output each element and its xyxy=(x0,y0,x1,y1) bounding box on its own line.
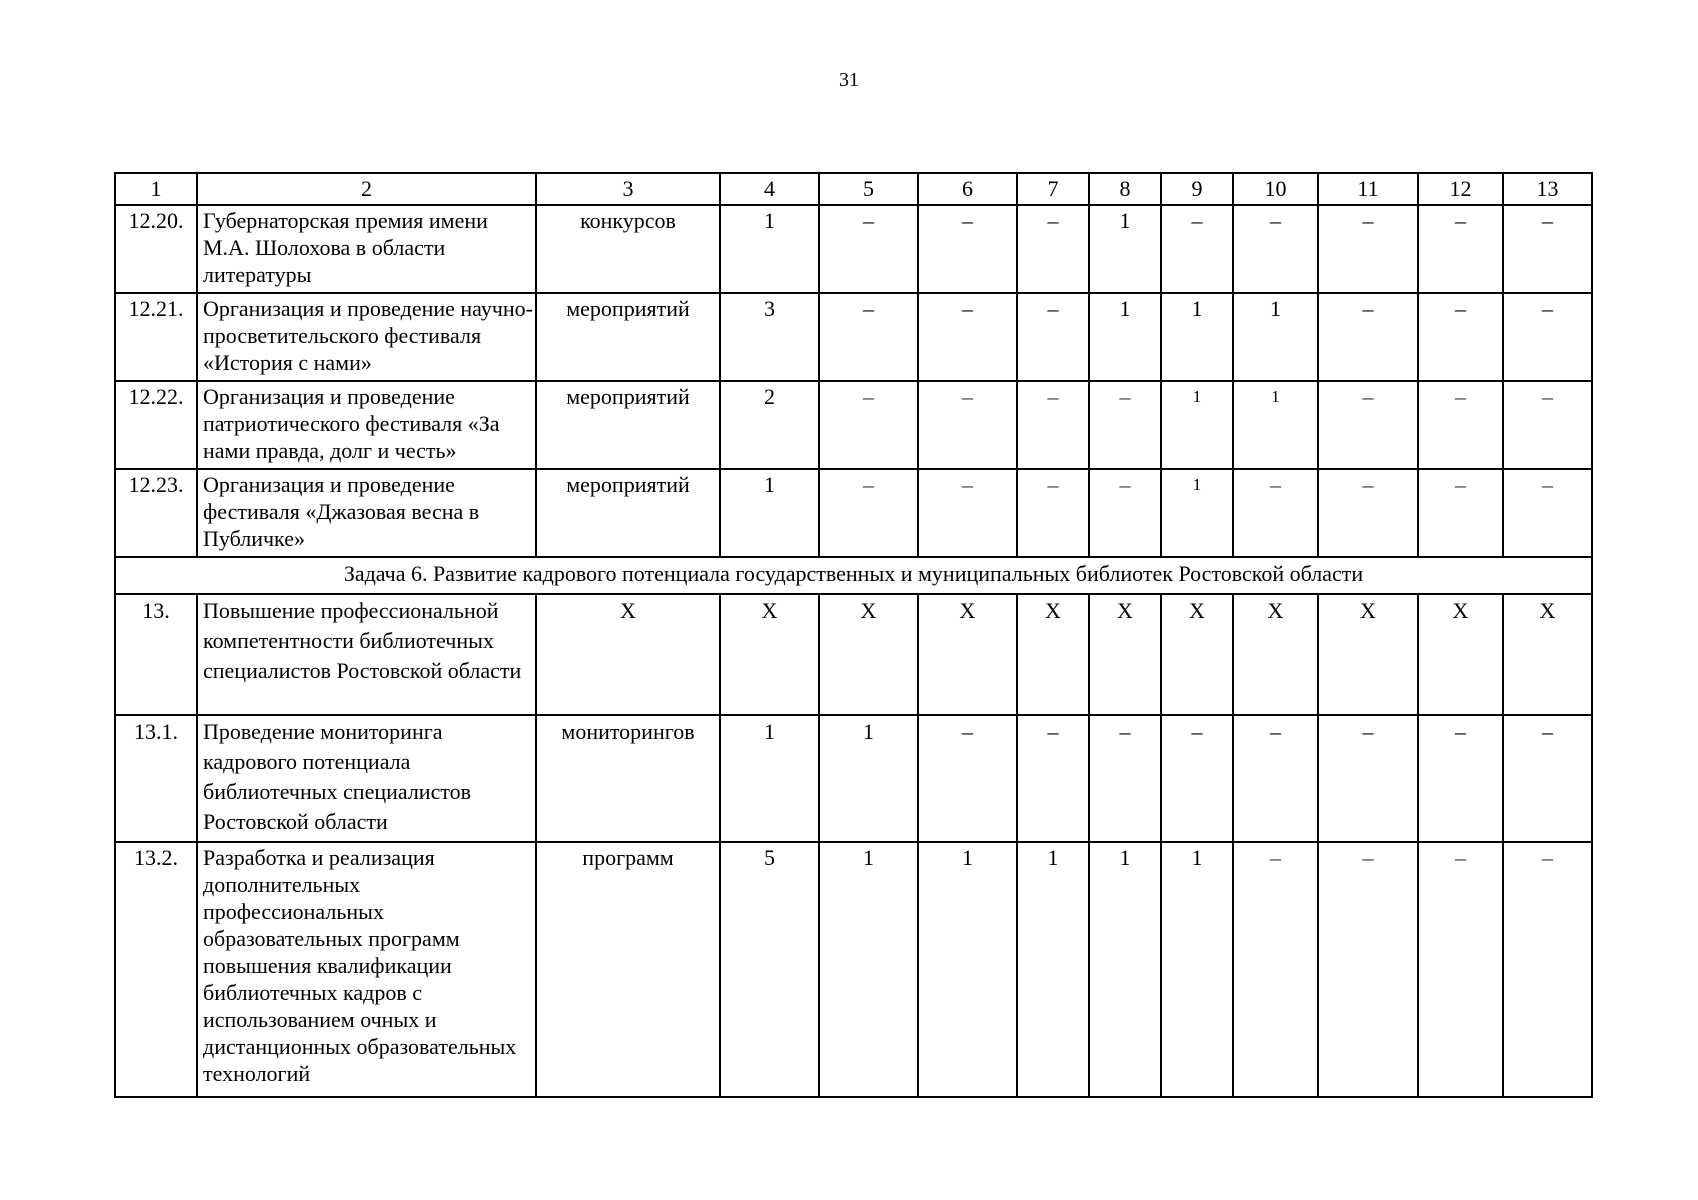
column-header: 4 xyxy=(720,173,819,205)
row-value: – xyxy=(1089,715,1161,842)
column-header: 11 xyxy=(1318,173,1418,205)
row-value: – xyxy=(1318,842,1418,1097)
row-number: 13.2. xyxy=(115,842,197,1097)
row-value: – xyxy=(1017,381,1089,469)
row-number: 12.21. xyxy=(115,293,197,381)
table-row xyxy=(115,293,1592,381)
row-unit: программ xyxy=(536,842,720,1097)
row-value: 1 xyxy=(1161,842,1233,1097)
table-row xyxy=(115,205,1592,293)
row-value: 1 xyxy=(720,469,819,557)
row-value: 1 xyxy=(720,205,819,293)
row-value: Х xyxy=(1161,594,1233,715)
section-title: Задача 6. Развитие кадрового потенциала государственных и муниципальных библиотек Ростовской области xyxy=(115,557,1592,594)
page-number: 31 xyxy=(839,69,859,91)
column-header: 2 xyxy=(197,173,536,205)
section-row xyxy=(115,557,1592,594)
row-value: 3 xyxy=(720,293,819,381)
row-value: – xyxy=(819,205,918,293)
row-value: – xyxy=(1017,293,1089,381)
row-number: 12.20. xyxy=(115,205,197,293)
table-row xyxy=(115,715,1592,842)
row-value: – xyxy=(1318,205,1418,293)
column-header: 1 xyxy=(115,173,197,205)
row-value: 1 xyxy=(1089,293,1161,381)
row-name: Губернаторская премия имени М.А. Шолохова в области литературы xyxy=(197,205,536,293)
row-value: – xyxy=(1318,293,1418,381)
row-value: – xyxy=(1503,381,1592,469)
table-row xyxy=(115,594,1592,715)
row-value: – xyxy=(1017,715,1089,842)
row-value: – xyxy=(1503,842,1592,1097)
row-value: – xyxy=(1503,293,1592,381)
row-number: 12.23. xyxy=(115,469,197,557)
row-value: 1 xyxy=(1089,842,1161,1097)
row-value: – xyxy=(1418,842,1503,1097)
row-value: Х xyxy=(1233,594,1318,715)
row-value: – xyxy=(1418,293,1503,381)
plan-table xyxy=(114,172,1593,1098)
column-header: 9 xyxy=(1161,173,1233,205)
column-header: 7 xyxy=(1017,173,1089,205)
row-unit: мероприятий xyxy=(536,293,720,381)
row-value: – xyxy=(819,381,918,469)
row-value: – xyxy=(1503,715,1592,842)
row-value: 1 xyxy=(1161,293,1233,381)
row-value: – xyxy=(918,381,1017,469)
row-value: 1 xyxy=(1161,381,1233,469)
table-row xyxy=(115,469,1592,557)
row-name: Повышение профессиональной компетентности библиотечных специалистов Ростовской области xyxy=(197,594,536,715)
row-value: Х xyxy=(1089,594,1161,715)
row-value: 1 xyxy=(1089,205,1161,293)
row-name: Организация и проведение научно-просветительского фестиваля «История с нами» xyxy=(197,293,536,381)
row-unit: мероприятий xyxy=(536,469,720,557)
row-value: Х xyxy=(918,594,1017,715)
row-value: – xyxy=(1233,205,1318,293)
row-value: 2 xyxy=(720,381,819,469)
row-value: – xyxy=(1017,469,1089,557)
row-value: 1 xyxy=(1017,842,1089,1097)
row-value: – xyxy=(1503,469,1592,557)
row-value: Х xyxy=(1318,594,1418,715)
row-value: – xyxy=(1503,205,1592,293)
row-value: – xyxy=(1233,715,1318,842)
row-unit: мероприятий xyxy=(536,381,720,469)
row-value: – xyxy=(819,469,918,557)
row-number: 13. xyxy=(115,594,197,715)
row-value: – xyxy=(819,293,918,381)
row-value: – xyxy=(1161,205,1233,293)
row-value: – xyxy=(918,469,1017,557)
column-header: 10 xyxy=(1233,173,1318,205)
table-row xyxy=(115,842,1592,1097)
column-header: 13 xyxy=(1503,173,1592,205)
row-value: – xyxy=(918,715,1017,842)
row-name: Организация и проведение фестиваля «Джазовая весна в Публичке» xyxy=(197,469,536,557)
row-value: – xyxy=(1089,381,1161,469)
row-value: 1 xyxy=(1161,469,1233,557)
row-value: Х xyxy=(720,594,819,715)
row-value: Х xyxy=(819,594,918,715)
row-value: – xyxy=(1418,715,1503,842)
row-name: Разработка и реализация дополнительных профессиональных образовательных программ повышения квалификации библиотечных кадров с использованием очных и дистанционных образовательных технологий xyxy=(197,842,536,1097)
row-value: – xyxy=(918,205,1017,293)
row-name: Организация и проведение патриотического фестиваля «За нами правда, долг и честь» xyxy=(197,381,536,469)
row-unit: мониторингов xyxy=(536,715,720,842)
table-header-row xyxy=(115,173,1592,205)
row-value: 1 xyxy=(819,842,918,1097)
row-value: – xyxy=(1418,205,1503,293)
row-value: 1 xyxy=(720,715,819,842)
row-value: 1 xyxy=(1233,381,1318,469)
row-value: 1 xyxy=(918,842,1017,1097)
row-name: Проведение мониторинга кадрового потенциала библиотечных специалистов Ростовской области xyxy=(197,715,536,842)
row-value: – xyxy=(1161,715,1233,842)
row-value: 1 xyxy=(819,715,918,842)
row-value: – xyxy=(1233,842,1318,1097)
row-value: – xyxy=(1017,205,1089,293)
row-value: Х xyxy=(1418,594,1503,715)
row-value: – xyxy=(1233,469,1318,557)
row-value: – xyxy=(1418,381,1503,469)
row-value: – xyxy=(1318,381,1418,469)
column-header: 12 xyxy=(1418,173,1503,205)
row-value: – xyxy=(1318,715,1418,842)
row-value: Х xyxy=(1503,594,1592,715)
column-header: 8 xyxy=(1089,173,1161,205)
column-header: 6 xyxy=(918,173,1017,205)
column-header: 5 xyxy=(819,173,918,205)
row-value: – xyxy=(1318,469,1418,557)
row-value: 1 xyxy=(1233,293,1318,381)
row-value: – xyxy=(918,293,1017,381)
row-value: – xyxy=(1418,469,1503,557)
row-number: 12.22. xyxy=(115,381,197,469)
row-number: 13.1. xyxy=(115,715,197,842)
row-value: Х xyxy=(1017,594,1089,715)
row-unit: конкурсов xyxy=(536,205,720,293)
row-value: – xyxy=(1089,469,1161,557)
row-value: 5 xyxy=(720,842,819,1097)
column-header: 3 xyxy=(536,173,720,205)
row-unit: Х xyxy=(536,594,720,715)
table-row xyxy=(115,381,1592,469)
